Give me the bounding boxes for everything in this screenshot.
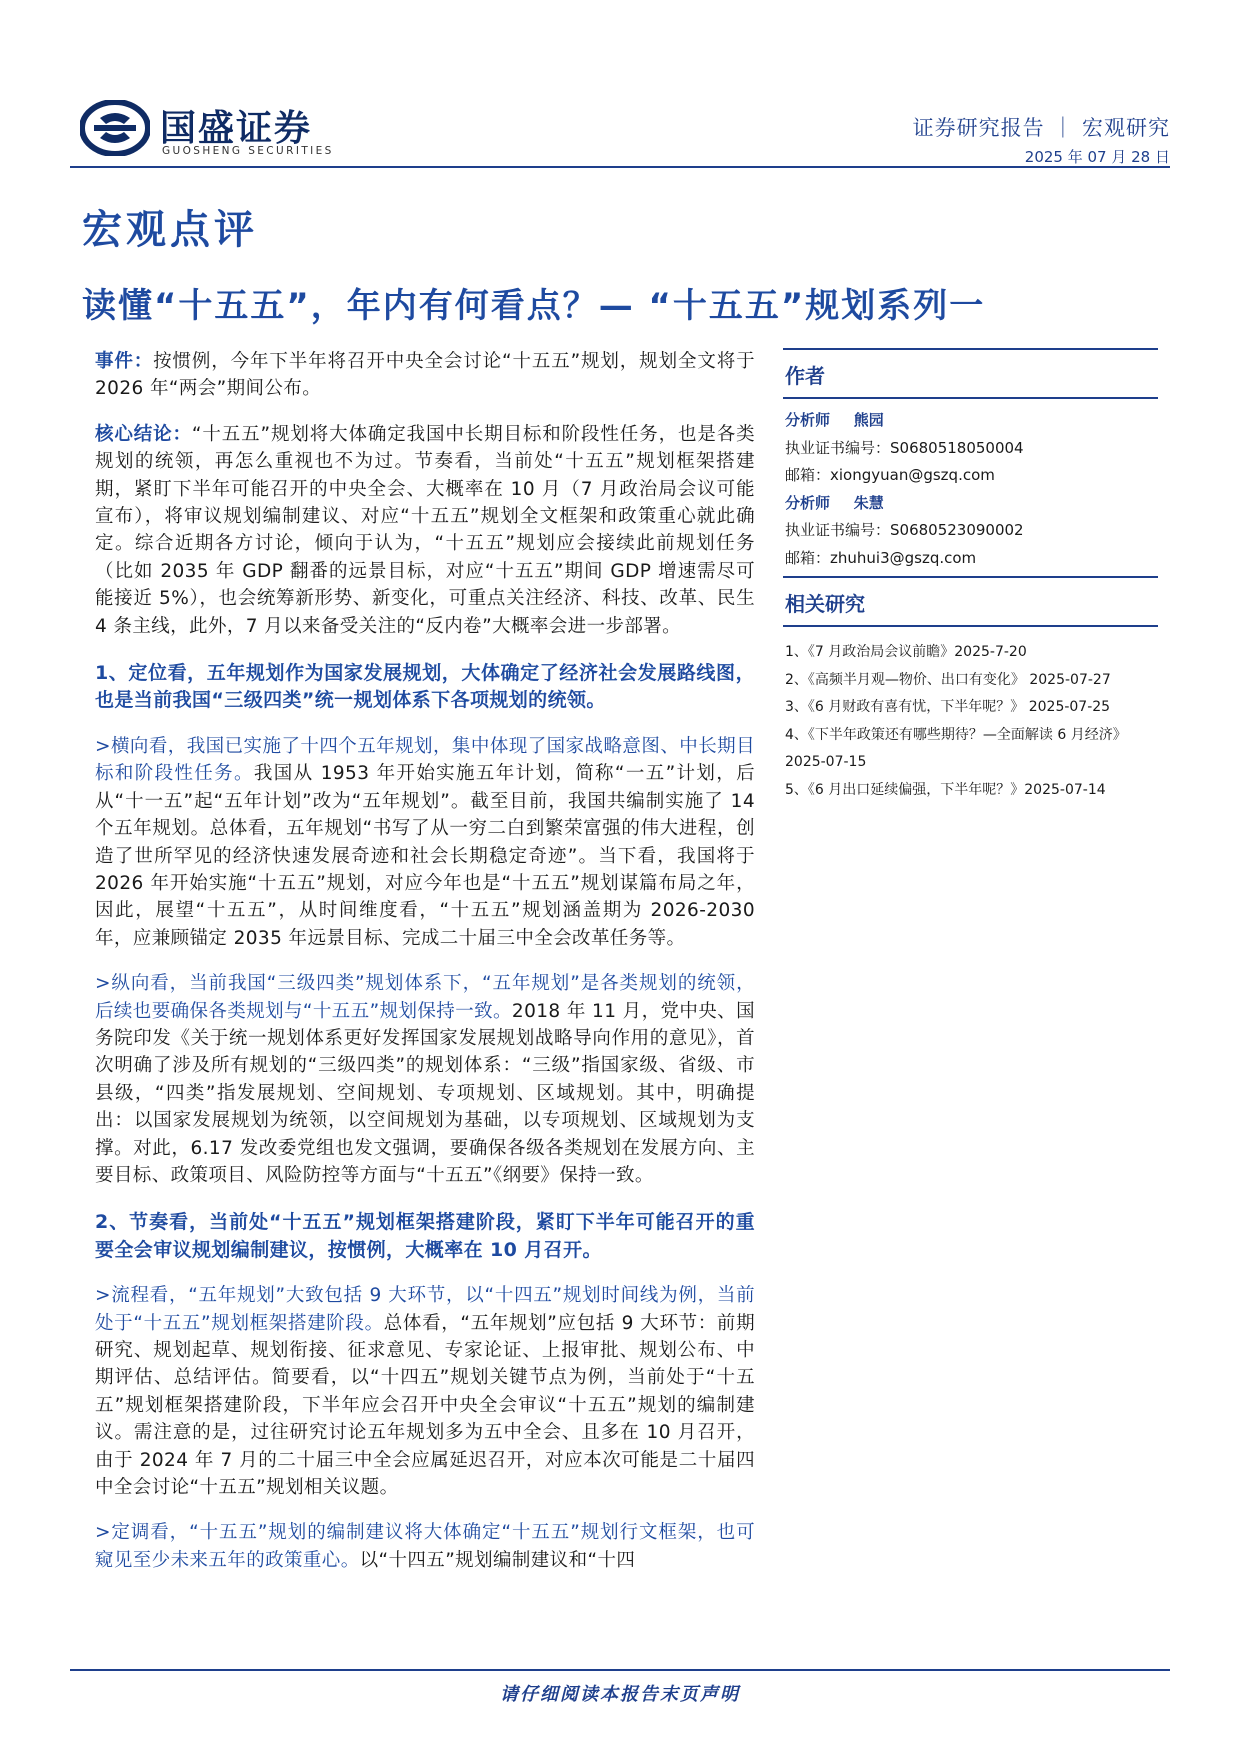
author-role: 分析师 [785, 493, 831, 512]
related-item[interactable]: 2、《高频半月观—物价、出口有变化》 2025-07-27 [785, 671, 1111, 688]
author-section-title: 作者 [783, 348, 1158, 399]
author-role: 分析师 [785, 411, 831, 429]
author-2 [783, 490, 1158, 573]
author-name: 朱慧 [853, 493, 884, 512]
paragraph-horizontal-text: 我国从 1953 年开始实施五年计划，简称“一五”计划，后从“十一五”起“五年计划”改为“五年规划”。截至目前，我国共编制实施了 14 个五年规划。总体看，五年规划“书写了从一穷二白到繁荣富强的伟大进程，创造了世所罕见的经济快速发展奇迹和社会长期稳定奇迹”。当下看，我国将于 2026 年开始实施“十五五”规划，对应今年也是“十五五”规划谋篇布局之年，因此，展望“十五五”，从时间维度看，“十五五”规划涵盖期为 2026-2030 年，应兼顾锚定 2035 年远景目标、完成二十届三中全会改革任务等。 [95, 763, 755, 949]
paragraph-vertical [95, 970, 755, 1189]
report-type: 证券研究报告 ｜ 宏观研究 [912, 116, 1170, 140]
author-name: 熊园 [853, 411, 884, 429]
cert-number: S0680518050004 [890, 438, 1024, 457]
email-label: 邮箱： [785, 548, 831, 567]
cert-number: S0680523090002 [890, 521, 1024, 539]
section-1-heading: 1、定位看，五年规划作为国家发展规划，大体确定了经济社会发展路线图，也是当前我国“三级四类”统一规划体系下各项规划的统领。 [95, 662, 755, 712]
event-text: 按惯例，今年下半年将召开中央全会讨论“十五五”规划，规划全文将于 2026 年“两会”期间公布。 [95, 351, 755, 400]
header-divider [70, 166, 1170, 168]
email-label: 邮箱： [785, 466, 831, 484]
related-item[interactable]: 4、《下半年政策还有哪些期待？—全面解读 6 月经济》 2025-07-15 [785, 726, 1127, 770]
author-email[interactable]: xiongyuan@gszq.com [830, 466, 995, 484]
page-header [70, 90, 1170, 170]
brand-name: 国盛证券 [160, 108, 313, 149]
paragraph-process [95, 1282, 755, 1501]
event-label: 事件： [95, 351, 154, 372]
related-item[interactable]: 5、《6 月出口延续偏强，下半年呢？》2025-07-14 [785, 781, 1106, 798]
report-title: 读懂“十五五”，年内有何看点？— “十五五”规划系列一 [82, 286, 986, 326]
paragraph-horizontal [95, 733, 755, 952]
related-research-list [783, 627, 1158, 804]
paragraph-horizontal-lead: >横向看，我国已实施了十四个五年规划，集中体现了国家战略意图、中长期目标和阶段性任务。 [95, 735, 755, 785]
brand-name-en: GUOSHENG SECURITIES [162, 145, 334, 157]
guosheng-logo-icon [80, 100, 150, 156]
disclaimer-note: 请仔细阅读本报告末页声明 [500, 1684, 740, 1705]
paragraph-tone-text: 以“十四五”规划编制建议和“十四 [359, 1549, 636, 1571]
sidebar [783, 348, 1158, 804]
main-content [95, 348, 755, 1574]
cert-label: 执业证书编号： [785, 438, 891, 457]
author-1 [783, 399, 1158, 490]
conclusion-text: “十五五”规划将大体确定我国中长期目标和阶段性任务，也是各类规划的统领，再怎么重视也不为过。节奏看，当前处“十五五”规划框架搭建期，紧盯下半年可能召开的中央全会、大概率在 10 月（7 月政治局会议可能宣布），将审议规划编制建议、对应“十五五”规划全文框架和政策重心就此确定。综合近期各方讨论，倾向于认为，“十五五”规划应会接续此前规划任务（比如 2035 年 GDP 翻番的远景目标，对应“十五五”期间 GDP 增速需尽可能接近 5%），也会统筹新形势、新变化，可重点关注经济、科技、改革、民生 4 条主线，此外，7 月以来备受关注的“反内卷”大概率会进一步部署。 [95, 423, 755, 637]
author-email[interactable]: zhuhui3@gszq.com [830, 548, 977, 567]
conclusion-paragraph [95, 421, 755, 640]
paragraph-process-text: 总体看，“五年规划”应包括 9 大环节：前期研究、规划起草、规划衔接、征求意见、专家论证、上报审批、规划公布、中期评估、总结评估。简要看，以“十四五”规划关键节点为例，当前处于“十五五”规划框架搭建阶段，下半年应会召开中央全会审议“十五五”规划的编制建议。需注意的是，过往研究讨论五年规划多为五中全会、且多在 10 月召开，由于 2024 年 7 月的二十届三中全会应属延迟召开，对应本次可能是二十届四中全会讨论“十五五”规划相关议题。 [95, 1312, 755, 1499]
paragraph-tone [95, 1519, 755, 1574]
related-item[interactable]: 1、《7 月政治局会议前瞻》2025-7-20 [785, 644, 1027, 660]
paragraph-process-lead: >流程看，“五年规划”大致包括 9 大环节，以“十四五”规划时间线为例，当前处于“十五五”规划框架搭建阶段。 [95, 1285, 755, 1334]
conclusion-label: 核心结论： [95, 423, 192, 445]
paragraph-vertical-text: 2018 年 11 月，党中央、国务院印发《关于统一规划体系更好发挥国家发展规划战略导向作用的意见》，首次明确了涉及所有规划的“三级四类”的规划体系：“三级”指国家级、省级、市县级，“四类”指发展规划、空间规划、专项规划、区域规划。其中，明确提出：以国家发展规划为统领，以空间规划为基础，以专项规划、区域规划为支撑。对此，6.17 发改委党组也发文强调，要确保各级各类规划在发展方向、主要目标、政策项目、风险防控等方面与“十五五”《纲要》保持一致。 [95, 1000, 755, 1186]
section-2-heading: 2、节奏看，当前处“十五五”规划框架搭建阶段，紧盯下半年可能召开的重要全会审议规划编制建议，按惯例，大概率在 10 月召开。 [95, 1211, 755, 1261]
paragraph-tone-lead: >定调看，“十五五”规划的编制建议将大体确定“十五五”规划行文框架，也可窥见至少未来五年的政策重心。 [95, 1522, 755, 1571]
cert-label: 执业证书编号： [785, 521, 891, 539]
related-item[interactable]: 3、《6 月财政有喜有忧，下半年呢？》 2025-07-25 [785, 699, 1111, 715]
event-paragraph [95, 348, 755, 403]
footer-divider [70, 1669, 1170, 1671]
related-section-title: 相关研究 [783, 576, 1158, 627]
section-tag: 宏观点评 [82, 207, 258, 253]
paragraph-vertical-lead: >纵向看，当前我国“三级四类”规划体系下，“五年规划”是各类规划的统领，后续也要确保各类规划与“十五五”规划保持一致。 [95, 973, 755, 1022]
report-date: 2025 年 07 月 28 日 [1024, 148, 1170, 166]
